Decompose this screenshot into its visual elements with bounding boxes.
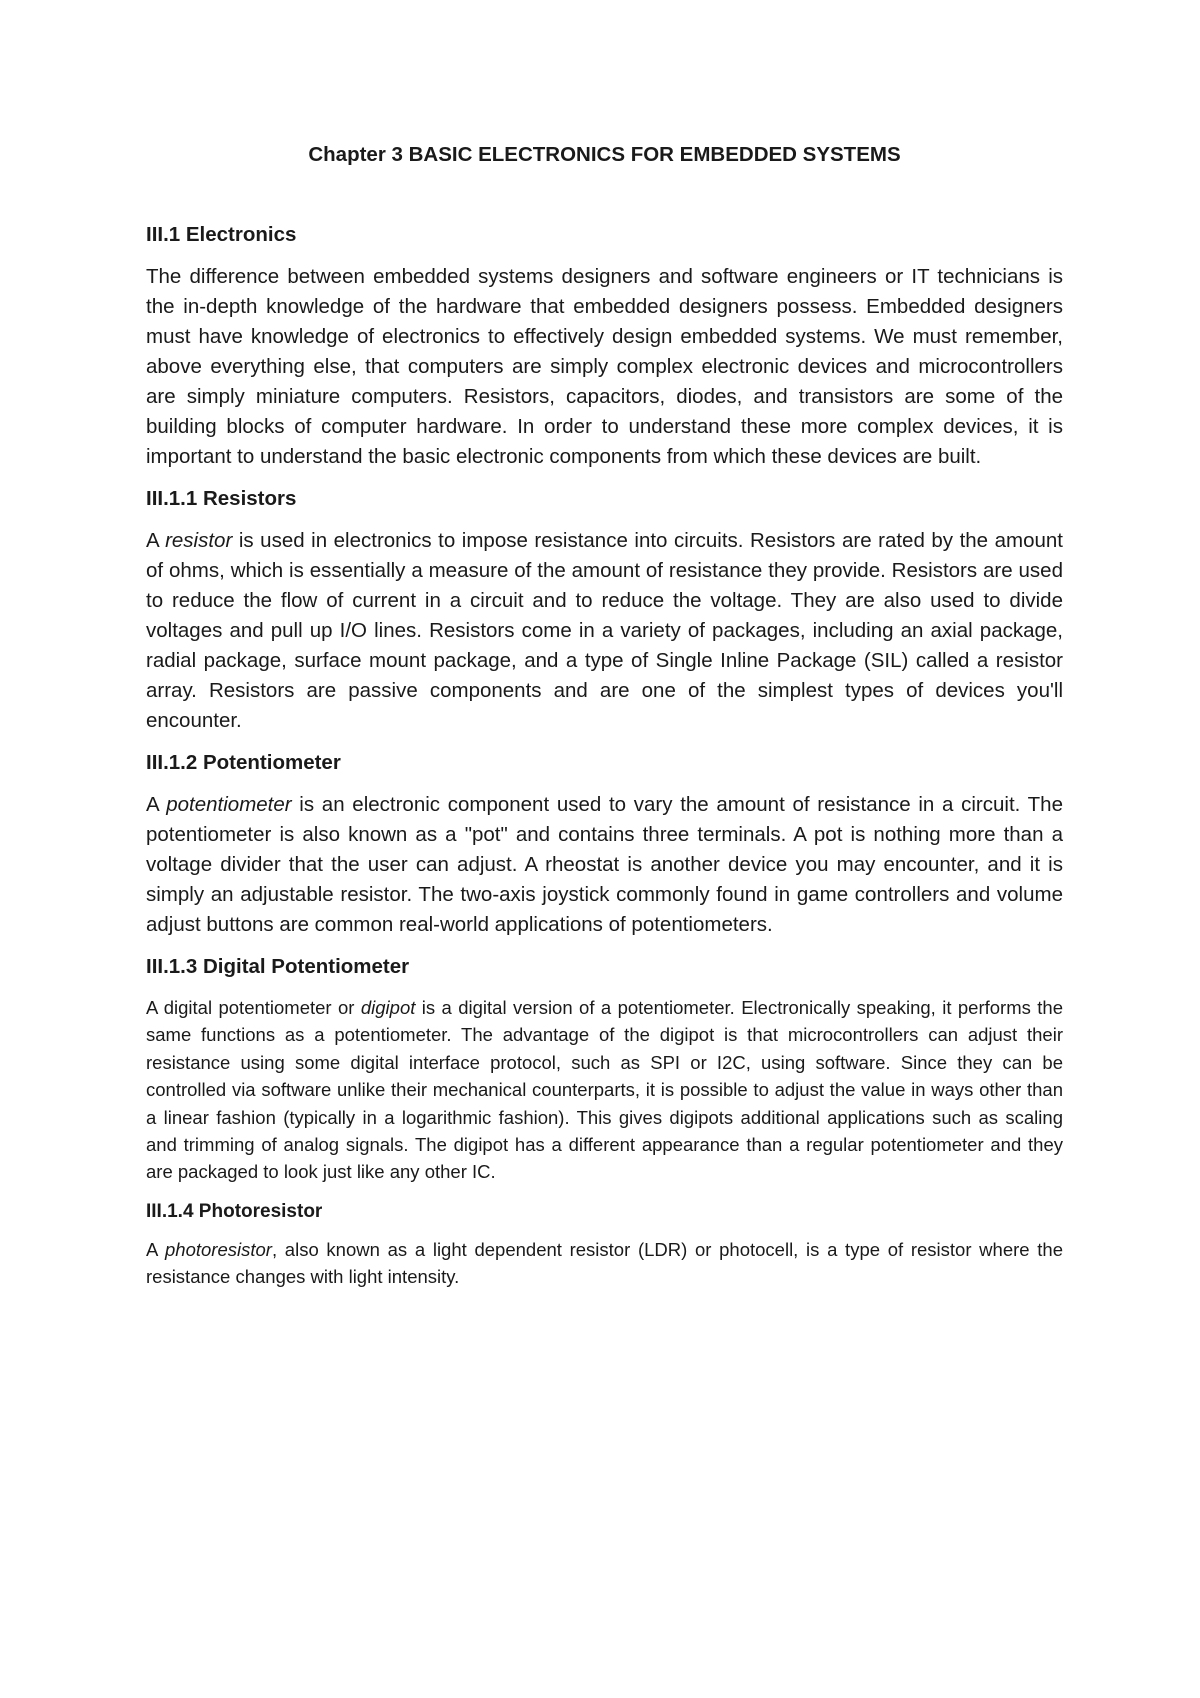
term-resistor: resistor — [165, 529, 233, 552]
term-potentiometer: potentiometer — [166, 793, 292, 816]
document-page — [146, 140, 1063, 1303]
paragraph-body: , also known as a light dependent resistor (LDR) or photocell, is a type of resistor where the resistance changes with light intensity. — [146, 1238, 1063, 1288]
section-paragraph-potentiometer — [146, 790, 1063, 940]
paragraph-body: is an electronic component used to vary the amount of resistance in a circuit. The potentiometer is also known as a "pot" and contains three terminals. A pot is nothing more than a voltage divider that the user can adjust. A rheostat is another device you may encounter, and it is simply an adjustable resistor. The two-axis joystick commonly found in game controllers and volume adjust buttons are common real-world applications of potentiometers. — [146, 793, 1063, 936]
paragraph-lead: A — [146, 1238, 166, 1260]
section-heading-photoresistor: III.1.4 Photoresistor — [146, 1200, 323, 1222]
paragraph-lead: A — [146, 529, 166, 552]
term-photoresistor: photoresistor — [165, 1238, 272, 1260]
section-heading-electronics: III.1 Electronics — [146, 223, 297, 246]
section-paragraph-resistors — [146, 526, 1063, 736]
section-paragraph-electronics: The difference between embedded systems designers and software engineers or IT technicians is the in-depth knowledge of the hardware that embedded designers possess. Embedded designers must have knowledge of electronics to effectively design embedded systems. We must remember, above everything else, that computers are simply complex electronic devices and microcontrollers are simply miniature computers. Resistors, capacitors, diodes, and transistors are some of the building blocks of computer hardware. In order to understand these more complex devices, it is important to understand the basic electronic components from which these devices are built. — [146, 265, 1063, 468]
section-paragraph-digital-potentiometer — [146, 994, 1063, 1186]
paragraph-body: is a digital version of a potentiometer. Electronically speaking, it performs the same functions as a potentiometer. The advantage of the digipot is that microcontrollers can adjust their resistance using some digital interface protocol, such as SPI or I2C, using software. Since they can be controlled via software unlike their mechanical counterparts, it is possible to adjust the value in ways other than a linear fashion (typically in a logarithmic fashion). This gives digipots additional applications such as scaling and trimming of analog signals. The digipot has a different appearance than a regular potentiometer and they are packaged to look just like any other IC. — [146, 997, 1063, 1183]
section-heading-potentiometer: III.1.2 Potentiometer — [146, 751, 341, 774]
section-heading-digital-potentiometer: III.1.3 Digital Potentiometer — [146, 955, 410, 978]
paragraph-lead: A digital potentiometer or — [146, 997, 361, 1018]
term-digipot: digipot — [360, 997, 416, 1018]
paragraph-lead: A — [146, 793, 167, 816]
chapter-title: Chapter 3 BASIC ELECTRONICS FOR EMBEDDED SYSTEMS — [308, 143, 901, 166]
section-heading-resistors: III.1.1 Resistors — [146, 487, 297, 510]
section-paragraph-photoresistor — [146, 1236, 1063, 1291]
paragraph-body: is used in electronics to impose resistance into circuits. Resistors are rated by the amount of ohms, which is essentially a measure of the amount of resistance they provide. Resistors are used to reduce the flow of current in a circuit and to reduce the voltage. They are also used to divide voltages and pull up I/O lines. Resistors come in a variety of packages, including an axial package, radial package, surface mount package, and a type of Single Inline Package (SIL) called a resistor array. Resistors are passive components and are one of the simplest types of devices you'll encounter. — [146, 529, 1063, 732]
